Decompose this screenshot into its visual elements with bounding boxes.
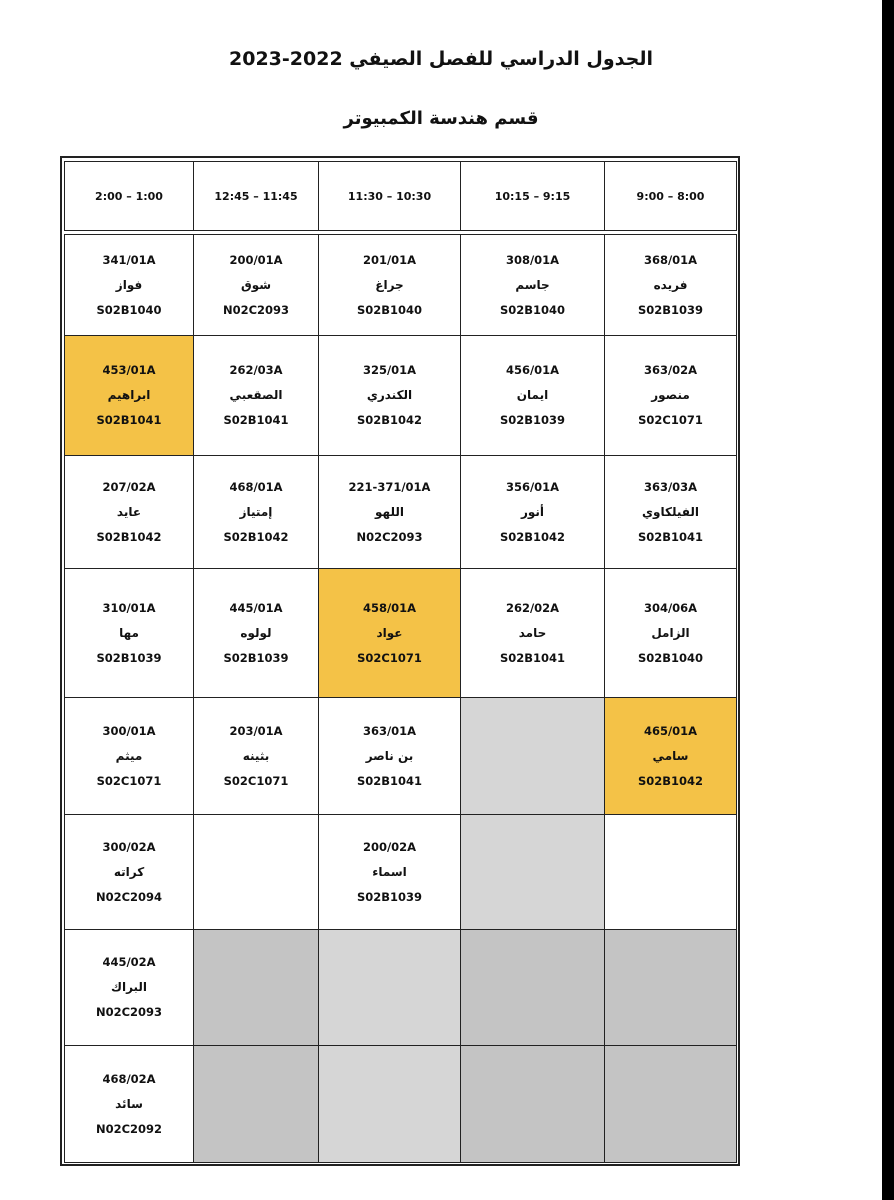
schedule-cell [604, 568, 737, 698]
room-code: N02C2094 [95, 889, 163, 904]
instructor-name: فواز [115, 277, 143, 292]
schedule-cell [460, 929, 605, 1046]
time-slot-header [64, 161, 194, 231]
time-slot-label: 2:00 – 1:00 [95, 189, 163, 203]
instructor-name: البراك [110, 980, 148, 994]
schedule-cell [318, 234, 461, 336]
course-code: 262/02A [505, 600, 560, 615]
room-code: S02B1039 [223, 650, 289, 665]
course-code: 325/01A [362, 363, 417, 377]
schedule-cell [460, 234, 605, 336]
course-code: 356/01A [505, 479, 560, 494]
schedule-cell [64, 568, 194, 698]
schedule-cell [64, 697, 194, 815]
room-code: S02C1071 [223, 773, 289, 788]
time-slot-header [460, 161, 605, 231]
course-code: 200/02A [362, 839, 417, 854]
schedule-cell [318, 814, 461, 930]
room-code: N02C2093 [222, 302, 290, 317]
course-code: 300/02A [102, 839, 156, 854]
instructor-name: ايمان [516, 388, 549, 402]
course-code: 304/06A [643, 600, 698, 615]
instructor-name: ميثم [115, 748, 143, 763]
time-slot-header [318, 161, 461, 231]
schedule-cell [460, 568, 605, 698]
schedule-cell [64, 814, 194, 930]
schedule-cell [460, 814, 605, 930]
room-code: S02B1041 [356, 773, 423, 788]
instructor-name: عواد [376, 625, 403, 640]
room-code: N02C2093 [95, 1005, 163, 1019]
course-code: 207/02A [102, 479, 156, 494]
instructor-name: شوق [240, 277, 272, 292]
course-code: 203/01A [229, 723, 283, 738]
schedule-cell [318, 335, 461, 456]
instructor-name: مها [119, 625, 139, 640]
instructor-name: الكندري [366, 388, 413, 402]
schedule-cell [193, 1045, 319, 1163]
schedule-cell [318, 929, 461, 1046]
room-code: S02B1039 [356, 889, 423, 904]
time-slot-header [604, 161, 737, 231]
instructor-name: إمتياز [239, 504, 273, 519]
course-code: 341/01A [102, 252, 156, 267]
room-code: S02B1042 [223, 529, 289, 544]
schedule-cell [193, 455, 319, 569]
course-code: 200/01A [229, 252, 283, 267]
course-code: 363/03A [643, 479, 698, 494]
instructor-name: لولوه [240, 625, 272, 640]
time-slot-label: 9:00 – 8:00 [636, 189, 705, 203]
course-code: 458/01A [362, 600, 417, 615]
instructor-name: اسماء [372, 864, 407, 879]
schedule-cell [193, 568, 319, 698]
schedule-cell [604, 814, 737, 930]
instructor-name: سائد [115, 1096, 143, 1111]
page-title: الجدول الدراسي للفصل الصيفي 2022-2023 [229, 48, 653, 70]
course-code: 468/02A [102, 1071, 156, 1086]
time-slot-header [193, 161, 319, 231]
schedule-cell [604, 335, 737, 456]
schedule-cell [64, 335, 194, 456]
room-code: S02C1071 [638, 413, 703, 427]
schedule-cell [460, 1045, 605, 1163]
instructor-name: الفيلكاوي [642, 504, 699, 519]
schedule-cell [64, 234, 194, 336]
time-slot-label: 12:45 – 11:45 [214, 189, 298, 203]
instructor-name: سامي [652, 748, 689, 763]
room-code: N02C2092 [95, 1121, 163, 1136]
room-code: S02B1039 [96, 650, 162, 665]
room-code: S02B1041 [499, 650, 566, 665]
instructor-name: جراغ [375, 277, 404, 292]
room-code: S02B1040 [499, 302, 566, 317]
schedule-cell [64, 929, 194, 1046]
time-slot-label: 11:30 – 10:30 [347, 189, 432, 203]
room-code: S02B1040 [637, 650, 704, 665]
room-code: S02B1042 [637, 773, 704, 788]
schedule-cell [193, 929, 319, 1046]
course-code: 363/01A [362, 723, 417, 738]
instructor-name: كراته [113, 864, 145, 879]
schedule-cell [604, 929, 737, 1046]
course-code: 262/03A [229, 363, 283, 377]
room-code: S02B1040 [356, 302, 423, 317]
instructor-name: عايد [116, 504, 142, 519]
instructor-name: منصور [651, 388, 690, 402]
schedule-cell [460, 335, 605, 456]
time-slot-label: 10:15 – 9:15 [494, 189, 571, 203]
instructor-name: أنور [520, 504, 545, 519]
room-code: S02C1071 [357, 650, 422, 665]
course-code: 468/01A [229, 479, 283, 494]
room-code: S02B1042 [499, 529, 566, 544]
room-code: N02C2093 [356, 529, 423, 544]
schedule-cell [604, 1045, 737, 1163]
course-code: 456/01A [505, 363, 560, 377]
instructor-name: بثينه [242, 748, 270, 763]
course-code: 445/01A [229, 600, 283, 615]
course-code: 445/02A [102, 955, 156, 969]
course-code: 310/01A [102, 600, 156, 615]
room-code: S02B1039 [637, 302, 704, 317]
course-code: 363/02A [643, 363, 698, 377]
schedule-cell [64, 455, 194, 569]
instructor-name: ابراهيم [107, 388, 151, 402]
room-code: S02B1041 [637, 529, 704, 544]
schedule-cell [460, 697, 605, 815]
course-code: 308/01A [505, 252, 560, 267]
course-code: 300/01A [102, 723, 156, 738]
instructor-name: الصقعبي [229, 388, 283, 402]
schedule-cell [318, 568, 461, 698]
schedule-cell [604, 234, 737, 336]
course-code: 221-371/01A [348, 479, 431, 494]
schedule-cell [193, 814, 319, 930]
course-code: 201/01A [362, 252, 417, 267]
room-code: S02B1042 [96, 529, 162, 544]
schedule-cell [193, 335, 319, 456]
instructor-name: جاسم [515, 277, 550, 292]
schedule-cell [318, 697, 461, 815]
schedule-cell [193, 697, 319, 815]
instructor-name: الزامل [651, 625, 690, 640]
department-title: قسم هندسة الكمبيوتر [343, 108, 539, 129]
room-code: S02B1041 [96, 413, 162, 427]
instructor-name: اللهو [375, 504, 404, 519]
room-code: S02B1040 [96, 302, 162, 317]
room-code: S02B1042 [356, 413, 423, 427]
instructor-name: فريده [653, 277, 688, 292]
schedule-cell [318, 1045, 461, 1163]
instructor-name: بن ناصر [365, 748, 414, 763]
schedule-cell [318, 455, 461, 569]
instructor-name: حامد [518, 625, 547, 640]
schedule-cell [64, 1045, 194, 1163]
room-code: S02B1039 [499, 413, 566, 427]
schedule-cell [460, 455, 605, 569]
course-code: 453/01A [102, 363, 156, 377]
schedule-cell [604, 697, 737, 815]
course-code: 465/01A [643, 723, 698, 738]
schedule-cell [604, 455, 737, 569]
course-code: 368/01A [643, 252, 698, 267]
room-code: S02B1041 [223, 413, 289, 427]
room-code: S02C1071 [96, 773, 162, 788]
schedule-cell [193, 234, 319, 336]
